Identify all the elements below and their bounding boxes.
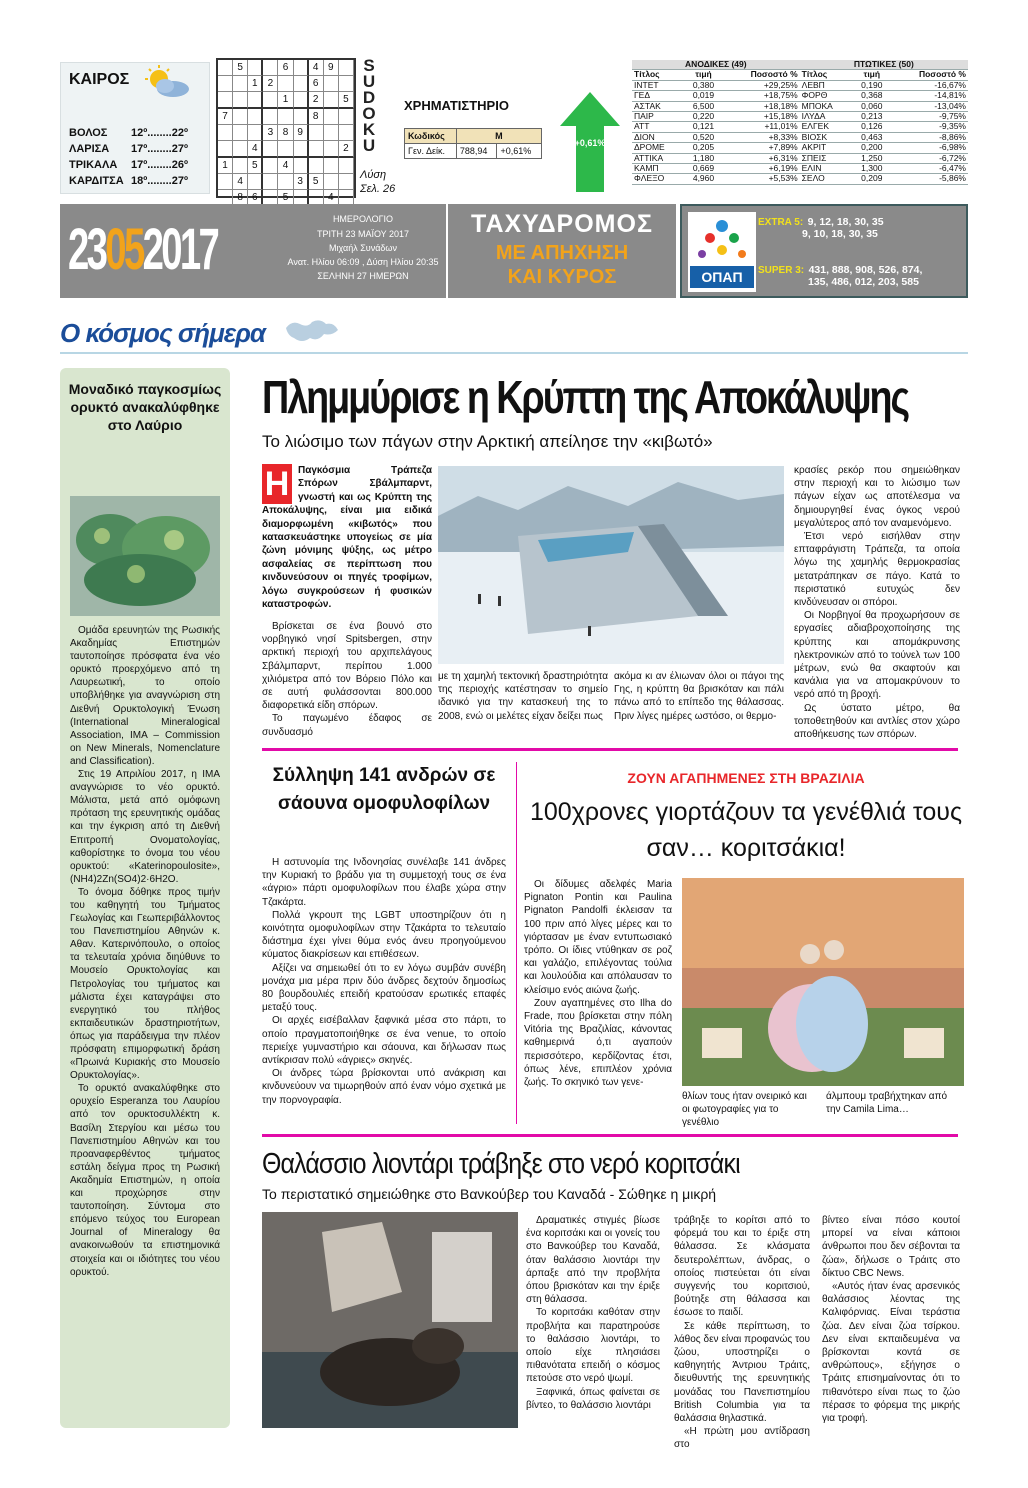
market-cell: +7,89% xyxy=(723,143,800,153)
super3-line2: 135, 486, 012, 203, 585 xyxy=(808,276,919,288)
market-cell: ΦΟΡΘ xyxy=(800,91,853,101)
market-cell: 0,200 xyxy=(853,143,891,153)
sudoku-cell: 6 xyxy=(248,190,263,206)
sudoku-cell xyxy=(294,76,309,92)
sudoku-grid xyxy=(216,58,356,203)
main-lead: Παγκόσμια Τράπεζα Σπόρων Σβάλμπαρντ, γνωστή και ως Κρύπτη της Αποκάλυψης, είναι μια ειδικά διαμορφωμένη «κιβωτός» που κατασκευάστηκε υπογείως σε μία ζώνη μόνιμης ψύξης, ως μέτρο ασφαλείας σε περίπτωση που κινδυνεύσουν οι πηγές τροφίμων, λόγω συγκρούσεων ή φυσικών καταστροφών. xyxy=(262,465,432,611)
market-cell: -5,86% xyxy=(891,174,968,184)
market-cell: +18,75% xyxy=(723,91,800,101)
market-row xyxy=(632,164,968,174)
sudoku-cell: 4 xyxy=(309,60,324,76)
sudoku-cell xyxy=(324,92,339,109)
sudoku-cell xyxy=(309,125,324,141)
main-dropcap: Η xyxy=(262,464,292,504)
sudoku-cell: 4 xyxy=(278,158,293,174)
sudoku-cell xyxy=(309,158,324,174)
market-cell: 0,121 xyxy=(684,122,722,132)
market-cell: ΓΕΔ xyxy=(632,91,684,101)
weather-row-karditsa: ΚΑΡΔΙΤΣΑ 18º........27º xyxy=(69,175,188,187)
market-cell: -6,72% xyxy=(891,153,968,163)
sudoku-cell xyxy=(339,60,354,76)
market-cell: 0,205 xyxy=(684,143,722,153)
calendar-saint: Μιχαήλ Συνάδων xyxy=(329,243,397,253)
weather-row-larisa: ΛΑΡΙΣΑ 17º........27º xyxy=(69,143,188,155)
sudoku-cell: 8 xyxy=(309,109,324,125)
market-cell: 1,300 xyxy=(853,164,891,174)
calendar-day: ΤΡΙΤΗ 23 ΜΑΪΟΥ 2017 xyxy=(316,229,410,239)
market-cell: 0,060 xyxy=(853,101,891,111)
sudoku-cell: 2 xyxy=(339,141,354,158)
stock-title: ΧΡΗΜΑΤΙΣΤΗΡΙΟ xyxy=(404,98,509,113)
sealion-col3: βίντεο είναι πόσο κουτοί μπορεί να είναι κάποιοι άνθρωποι που δεν σέβονται τα ζώα», δήλωσε ο Τράιτς στο δίκτυο CBC News. «Αυτός ήταν ένας αρσενικός θαλάσσιος λέοντας της Καλιφόρνιας. Είναι τεράστια ζώα. Δεν είναι ζώα τσίρκου. Δεν είναι εκπαιδευμένα να βρίσκονται κοντά σε ανθρώπους», εξήγησε ο Τράιτς επισημαίνοντας ότι το πιθανότερο είναι πως το ζώο πέρασε το φόρεμα της μικρής για τροφή. xyxy=(822,1215,960,1425)
market-cell: 0,520 xyxy=(684,132,722,142)
market-cell: ΔΡΟΜΕ xyxy=(632,143,684,153)
sudoku-cell: 6 xyxy=(309,76,324,92)
market-cell: ΙΝΤΕΤ xyxy=(632,80,684,90)
market-cell: 0,126 xyxy=(853,122,891,132)
sudoku-cell xyxy=(309,141,324,158)
sudoku-cell xyxy=(218,60,233,76)
sudoku-cell: 1 xyxy=(248,76,263,92)
sudoku-cell xyxy=(233,158,248,174)
sudoku-cell: 2 xyxy=(263,76,278,92)
sudoku-cell xyxy=(248,125,263,141)
market-cell: -9,75% xyxy=(891,112,968,122)
vertical-divider xyxy=(516,762,517,1124)
market-cell: -14,81% xyxy=(891,91,968,101)
sealion-subheadline: Το περιστατικό σημειώθηκε στο Βανκούβερ του Καναδά - Σώθηκε η μικρή xyxy=(262,1186,717,1202)
market-cell: 0,019 xyxy=(684,91,722,101)
market-cell: 0,220 xyxy=(684,112,722,122)
main-col3: ακόμα κι αν έλιωναν όλοι οι πάγοι της Γης, η κρύπτη θα βρισκόταν και πάλι πάνω από το επίπεδο της θάλασσας. Πριν λίγες ημέρες ωστόσο, οι θερμο- xyxy=(614,671,784,722)
market-cell: 0,209 xyxy=(853,174,891,184)
sealion-headline: Θαλάσσιο λιοντάρι τράβηξε στο νερό κοριτσάκι xyxy=(262,1148,740,1180)
main-col1: Βρίσκεται σε ένα βουνό στο νορβηγικό νησί Spitsbergen, στην αρκτική περιοχή του αρχιπελάγους Σβάλμπαρντ, περίπου 1.000 χιλιόμετρα από τον Βόρειο Πόλο και σε αυτή φυλάσσονται 800.000 διαφορετικά είδη σπόρων. Το παγωμένο έδαφος σε συνδυασμό xyxy=(262,621,432,738)
market-cell: +15,18% xyxy=(723,112,800,122)
main-col4: κρασίες ρεκόρ που σημειώθηκαν στην περιοχή και το λιώσιμο των πάγων είχαν ως αποτέλεσμα να δημιουργηθεί ένας όγκος νερού μεγαλύτερος από τον αναμενόμενο. Έτσι νερό εισήλθαν στην επταφράγιστη Τράπεζα, τα οποία λόγω της χαμηλής θερμοκρασίας μετατράπηκαν σε πάγο. Κατά το περιστατικό ευτυχώς δεν κινδύνευσαν οι σπόροι. Οι Νορβηγοί θα προχωρήσουν σε εργασίες αδιαβροχοποίησης της κρύπτης και απομάκρυνσης ηλεκτρονικών από το τούνελ των 100 μέτρων, ενώ θα σκαφτούν και κανάλια για να απομακρύνουν το νερό από τη βροχή. Ως ύστατο μέτρο, θα τοποθετηθούν και αντλίες στον χώρο αποθήκευσης των σπόρων. xyxy=(794,465,960,741)
market-cell: -16,67% xyxy=(891,80,968,90)
brazil-headline: 100χρονες γιορτάζουν τα γενέθλιά τους σαν… κοριτσάκια! xyxy=(529,798,962,862)
sudoku-cell xyxy=(294,158,309,174)
market-row xyxy=(632,101,968,111)
sidebar-mineral-story xyxy=(60,368,230,1428)
market-movers-table: ΑΝΟΔΙΚΕΣ (49) ΠΤΩΤΙΚΕΣ (50) Τίτλος τιμή Ποσοστό % Τίτλος τιμή Ποσοστό % ΙΝΤΕΤ 0,380 +29,25% ΛΕΒΠ 0,190 -16,67% ΓΕΔ 0,019 +18,75% ΦΟΡΘ 0,368 -14,81% ΑΣΤΑΚ 6,500 +18,18% ΜΠΟΚΑ 0,060 -13,04% ΠΑΙΡ 0,220 +15,18% ΙΛΥΔΑ 0,213 -9,75% ΑΤΤ 0,121 +11,01% ΕΛΓΕΚ 0,126 -9,35% ΔΙΟΝ 0,520 +8,33% ΒΙΟΣΚ 0,463 -8,86% ΔΡΟΜΕ 0,205 +7,89% ΑΚΡΙΤ 0,200 -6,98% ΑΤΤΙΚΑ 1,180 +6,31% ΣΠΕΙΣ 1,250 -6,72% ΚΑΜΠ 0,669 +6,19% ΕΛΙΝ 1,300 -6,47% ΦΛΕΞΟ 4,960 +5,53% ΣΕΛΟ 0,209 -5,86% xyxy=(634,59,966,184)
market-cell: +6,19% xyxy=(723,164,800,174)
market-cell: +29,25% xyxy=(723,80,800,90)
weather-row-trikala: ΤΡΙΚΑΛΑ 17º........26º xyxy=(69,159,188,171)
arrest-headline: Σύλληψη 141 ανδρών σε σάουνα ομοφυλοφίλων xyxy=(272,765,496,814)
twins-photo xyxy=(682,878,964,1086)
section-rule xyxy=(60,352,968,354)
sudoku-cell xyxy=(218,76,233,92)
weather-row-volos: ΒΟΛΟΣ 12º........22º xyxy=(69,127,188,139)
market-row xyxy=(632,122,968,132)
main-col2: με τη χαμηλή τεκτονική δραστηριότητα της περιοχής κατέστησαν το σημείο ιδανικό για την κατασκευή της το 2008, ενώ οι μελέτες είχαν δείξει πως xyxy=(438,671,608,722)
market-cell: ΑΤΤ xyxy=(632,122,684,132)
market-cell: ΠΑΙΡ xyxy=(632,112,684,122)
sudoku-solution-ref: Λύση Σελ. 26 xyxy=(360,169,396,195)
weather-box xyxy=(60,62,210,194)
sudoku-cell xyxy=(218,174,233,190)
twins-caption-1: θλίων τους ήταν ονειρικό και οι φωτογραφίες για το γενέθλιο xyxy=(682,1091,807,1129)
sudoku-cell xyxy=(233,125,248,141)
sudoku-cell: 5 xyxy=(309,174,324,190)
market-cell: +5,53% xyxy=(723,174,800,184)
market-cell: 1,180 xyxy=(684,153,722,163)
market-cell: ΣΠΕΙΣ xyxy=(800,153,853,163)
brazil-text: Οι δίδυμες αδελφές Maria Pignaton Pontin και Paulina Pignaton Pandolfi έκλεισαν τα 100 πριν από λίγες μέρες και το γιόρτασαν με έναν εντυπωσιακό τρόπο. Οι ίδιες ντύθηκαν σε ροζ και γαλάζιο, επιλέγοντας τούλια και λουλούδια και απόλαυσαν το κλείσιμο ενός αιώνα ζωής. Ζουν αγαπημένες στο Ilha do Frade, που βρίσκεται στην πόλη Vitória της Βραζιλίας, κάνοντας καθημερινά ό,τι αγαπούν περισσότερο, κερδίζοντας έτσι, όπως λένε, επιπλέον χρόνια ζωής. Το σκηνικό των γενε- xyxy=(524,879,672,1089)
market-cell: 6,500 xyxy=(684,101,722,111)
market-cell: ΕΛΙΝ xyxy=(800,164,853,174)
date-big: 23052017 xyxy=(68,217,218,282)
sudoku-cell xyxy=(278,174,293,190)
sudoku-cell xyxy=(294,141,309,158)
market-cell: 0,190 xyxy=(853,80,891,90)
sudoku-cell xyxy=(278,141,293,158)
super3-label: SUPER 3: 431, 888, 908, 526, 874, xyxy=(758,264,923,276)
sudoku-cell: 3 xyxy=(263,125,278,141)
calendar-heading: ΗΜΕΡΟΛΟΓΙΟ xyxy=(332,214,394,224)
sudoku-cell xyxy=(324,109,339,125)
mineral-photo xyxy=(70,496,220,616)
sudoku-cell xyxy=(324,141,339,158)
sealion-photo xyxy=(262,1212,518,1428)
market-cell: ΑΤΤΙΚΑ xyxy=(632,153,684,163)
market-cell: 0,669 xyxy=(684,164,722,174)
market-cell: -13,04% xyxy=(891,101,968,111)
sudoku-cell: 9 xyxy=(324,60,339,76)
market-cell: ΙΛΥΔΑ xyxy=(800,112,853,122)
market-cell: 0,368 xyxy=(853,91,891,101)
market-cell: ΑΚΡΙΤ xyxy=(800,143,853,153)
market-cell: -6,47% xyxy=(891,164,968,174)
sudoku-cell xyxy=(248,60,263,76)
sudoku-cell xyxy=(324,174,339,190)
sudoku-cell xyxy=(263,92,278,109)
market-cell: -6,98% xyxy=(891,143,968,153)
market-change-label: +0,61% xyxy=(574,138,606,148)
sudoku-cell: 8 xyxy=(278,125,293,141)
market-row xyxy=(632,132,968,142)
sealion-col1: Δραματικές στιγμές βίωσε ένα κοριτσάκι και οι γονείς του στο Βανκούβερ του Καναδά, όταν θαλάσσιο λιοντάρι την άρπαξε από την προβλήτα όπου βρισκόταν και την έριξε στη θάλασσα. Το κοριτσάκι καθόταν στην προβλήτα και παρατηρούσε το θαλάσσιο λιοντάρι, το οποίο είχε πλησιάσει πιθανότατα επειδή ο κόσμος πετούσε στο νερό ψωμί. Ξαφνικά, όπως φαίνεται σε βίντεο, το θαλάσσιο λιοντάρι xyxy=(526,1215,660,1411)
date-band xyxy=(60,204,446,298)
sudoku-cell xyxy=(233,109,248,125)
market-cell: 0,463 xyxy=(853,132,891,142)
lottery-box xyxy=(680,204,968,298)
market-row xyxy=(632,91,968,101)
market-cell: -8,86% xyxy=(891,132,968,142)
sudoku-cell xyxy=(263,174,278,190)
sidebar-text: Ομάδα ερευνητών της Ρωσικής Ακαδημίας Επιστημών ταυτοποίησε πρόσφατα ένα νέο ορυκτό προερχόμενο από τη Λαυρεωτική, το οποίο υποβλήθηκε για αναγνώριση στη Διεθνή Ορυκτολογική Ένωση (International Mineralogical Association, IMA – Commission on New Minerals, Nomenclature and Classification). Στις 19 Απριλίου 2017, η IMA αναγνώρισε το νέο ορυκτό. Μάλιστα, μετά από ομόφωνη πρόταση της ερευνητικής ομάδας και την έγκριση από τη Διεθνή Επιτροπή Ονοματολογίας, καθορίστηκε το όνομα του νέου ορυκτού: «Katerinopoulosite», (NH4)2Zn(SO4)2·6H2O. Το όνομα δόθηκε προς τιμήν του καθηγητή του Τμήματος Γεωλογίας και Γεωπεριβάλλοντος του Πανεπιστημίου Αθηνών κ. Αθαν. Κατερινόπουλο, ο οποίος τα τελευταία χρόνια διηύθυνε το Μουσείο Ορυκτολογίας και Πετρολογίας του τμήματος και μάλιστα έχει καταγράψει στο ενεργητικό του πλήθος εκπαιδευτικών δραστηριοτήτων, όπως για παράδειγμα την πλέον πρόσφατη επιμορφωτική δράση «Πρωινά Κυριακής στο Μουσείο Ορυκτολογίας». Το ορυκτό ανακαλύφθηκε στο ορυχείο Esperanza του Λαυρίου από τον ορυκτοσυλλέκτη κ. Βασίλη Στεργίου και μέσω του Πανεπιστημίου Αθηνών και του προαναφερθέντος τμήματος εστάλη δείγμα προς τη Ρωσική Ακαδημία Επιστημών, η οποία και προχώρησε στην ταυτοποίηση. Σύντομα στο επόμενο τεύχος του European Journal of Mineralogy θα ανακοινωθούν τα επιστημονικά στοιχεία και οι ιδιότητες του νέου ορυκτού. xyxy=(70,625,220,1278)
sudoku-cell: 2 xyxy=(309,92,324,109)
sudoku-cell: 5 xyxy=(278,190,293,206)
market-row xyxy=(632,153,968,163)
market-cell: +8,33% xyxy=(723,132,800,142)
sudoku-word: S U D O K U xyxy=(362,56,376,155)
sudoku-cell: 9 xyxy=(294,125,309,141)
sudoku-cell xyxy=(294,109,309,125)
sudoku-cell: 1 xyxy=(218,158,233,174)
sudoku-cell xyxy=(263,60,278,76)
market-cell: ΣΕΛΟ xyxy=(800,174,853,184)
market-cell: ΛΕΒΠ xyxy=(800,80,853,90)
calendar-sun: Ανατ. Ηλίου 06:09 , Δύση Ηλίου 20:35 xyxy=(287,257,439,267)
sudoku-cell: 5 xyxy=(248,158,263,174)
sudoku-cell xyxy=(294,60,309,76)
sudoku-cell xyxy=(248,109,263,125)
sudoku-cell xyxy=(339,174,354,190)
sudoku-cell xyxy=(339,125,354,141)
extra5-line2: 9, 10, 18, 30, 35 xyxy=(802,228,878,240)
sudoku-cell xyxy=(339,109,354,125)
sudoku-cell xyxy=(248,92,263,109)
opap-logo-text: ΟΠΑΠ xyxy=(701,269,743,285)
sudoku-cell xyxy=(263,141,278,158)
sudoku-cell xyxy=(233,76,248,92)
sudoku-cell xyxy=(218,141,233,158)
sudoku-cell: 5 xyxy=(233,60,248,76)
main-subheadline: Το λιώσιμο των πάγων στην Αρκτική απείλησε την «κιβωτό» xyxy=(262,432,713,451)
divider xyxy=(262,1134,958,1137)
postman-banner xyxy=(448,204,676,298)
calendar-moon: ΣΕΛΗΝΗ 27 ΗΜΕΡΩΝ xyxy=(317,271,409,281)
sun-cloud-icon xyxy=(139,65,193,101)
sealion-col2: τράβηξε το κορίτσι από το φόρεμά του και το έριξε στη θάλασσα. Σε κλάσματα δευτερολέπτων, άνδρας, ο οποίος πιστεύεται ότι είναι συγγενής του κοριτσιού, βούτηξε στη θάλασσα και έσωσε το παιδί. Σε κάθε περίπτωση, το λάθος δεν είναι προφανώς του ζώου, υποστηρίζει ο καθηγητής Άντριου Τράιτς, διευθυντής της ερευνητικής μονάδας του Πανεπιστημίου British Columbia για τα θαλάσσια θηλαστικά. «Η πρώτη μου αντίδραση στο xyxy=(674,1215,810,1451)
opap-logo xyxy=(688,212,756,292)
extra5-label: EXTRA 5: 9, 12, 18, 30, 35 xyxy=(758,216,884,228)
postman-sub2: ΚΑΙ ΚΥΡΟΣ xyxy=(507,266,617,288)
market-cell: ΑΣΤΑΚ xyxy=(632,101,684,111)
sidebar-title: Μοναδικό παγκοσμίως ορυκτό ανακαλύφθηκε στο Λαύριο xyxy=(68,381,222,433)
market-cell: 4,960 xyxy=(684,174,722,184)
weather-title: ΚΑΙΡΟΣ xyxy=(69,71,130,88)
sudoku-cell xyxy=(278,109,293,125)
market-row xyxy=(632,174,968,184)
market-cell: ΚΑΜΠ xyxy=(632,164,684,174)
market-row xyxy=(632,112,968,122)
sudoku-cell xyxy=(263,158,278,174)
sudoku-cell xyxy=(218,92,233,109)
market-cell: +18,18% xyxy=(723,101,800,111)
postman-sub1: ΜΕ ΑΠΗΧΗΣΗ xyxy=(495,242,629,264)
sudoku-cell: 7 xyxy=(218,109,233,125)
sudoku-cell xyxy=(324,76,339,92)
sudoku-cell: 1 xyxy=(278,92,293,109)
world-map-icon xyxy=(282,316,342,350)
sudoku-cell xyxy=(278,76,293,92)
divider xyxy=(262,748,958,751)
market-row xyxy=(632,143,968,153)
postman-title: ΤΑΧΥΔΡΟΜΟΣ xyxy=(471,210,653,238)
sudoku-cell xyxy=(218,125,233,141)
arrest-text: Η αστυνομία της Ινδονησίας συνέλαβε 141 άνδρες την Κυριακή το βράδυ για τη συμμετοχή τους σε ένα «άγριο» πάρτι ομοφυλοφίλων που έλαβε χώρα στην Τζακάρτα. Πολλά γκρουπ της LGBT υποστηρίζουν ότι η κοινότητα ομοφυλοφίλων στην Τζακάρτα το τελευταίο διάστημα έχει γίνει θύμα ενός άνευ προηγούμενου κύματος διακρίσεων και επιθέσεων. Αξίζει να σημειωθεί ότι το εν λόγω συμβάν συνέβη μονάχα μια μέρα πριν δύο άνδρες δεχτούν δημοσίως 80 βουρδουλιές επειδή κρατούσαν ερωτικές επαφές μεταξύ τους. Οι αρχές εισέβαλλαν ξαφνικά μέσα στο πάρτι, το οποίο πραγματοποιήθηκε σε ένα venue, το οποίο περιείχε γυμναστήριο και σάουνα, και δήλωσαν πως αντίκρισαν πολύ «άγριες» σκηνές. Οι άνδρες τώρα βρίσκονται υπό ανάκριση και κινδυνεύουν να τιμωρηθούν από έναν νόμο σχετικά με την πορνογραφία. xyxy=(262,857,506,1106)
sudoku-cell: 4 xyxy=(248,141,263,158)
sudoku-cell xyxy=(339,76,354,92)
sudoku-cell xyxy=(233,92,248,109)
sudoku-cell: 6 xyxy=(278,60,293,76)
sudoku-cell xyxy=(324,125,339,141)
sudoku-cell: 4 xyxy=(233,174,248,190)
market-cell: +6,31% xyxy=(723,153,800,163)
twins-caption-2: άλμπουμ τραβήχτηκαν από την Camila Lima… xyxy=(826,1091,948,1116)
sudoku-cell: 3 xyxy=(294,174,309,190)
sudoku-cell xyxy=(324,158,339,174)
stock-index-table: Κωδικός Μ Γεν. Δείκ. 788,94 +0,61% xyxy=(404,128,542,159)
section-title: Ο κόσμος σήμερα xyxy=(60,318,266,348)
sudoku-cell xyxy=(263,109,278,125)
sudoku-cell: 8 xyxy=(233,190,248,206)
main-headline: Πλημμύρισε η Κρύπτη της Αποκάλυψης xyxy=(262,371,909,423)
sudoku-cell: 5 xyxy=(339,92,354,109)
market-cell: ΒΙΟΣΚ xyxy=(800,132,853,142)
sudoku-cell xyxy=(233,141,248,158)
market-cell: +11,01% xyxy=(723,122,800,132)
market-cell: 1,250 xyxy=(853,153,891,163)
sudoku-cell xyxy=(339,158,354,174)
market-cell: 0,213 xyxy=(853,112,891,122)
sudoku-cell: 4 xyxy=(324,190,339,206)
brazil-kicker: ΖΟΥΝ ΑΓΑΠΗΜΕΝΕΣ ΣΤΗ ΒΡΑΖΙΛΙΑ xyxy=(627,770,865,786)
market-cell: -9,35% xyxy=(891,122,968,132)
sudoku-cell xyxy=(248,174,263,190)
market-cell: 0,380 xyxy=(684,80,722,90)
market-row xyxy=(632,80,968,90)
market-cell: ΕΛΓΕΚ xyxy=(800,122,853,132)
seed-vault-photo xyxy=(438,466,784,664)
market-cell: ΜΠΟΚΑ xyxy=(800,101,853,111)
market-cell: ΦΛΕΞΟ xyxy=(632,174,684,184)
sudoku-cell xyxy=(294,92,309,109)
market-cell: ΔΙΟΝ xyxy=(632,132,684,142)
